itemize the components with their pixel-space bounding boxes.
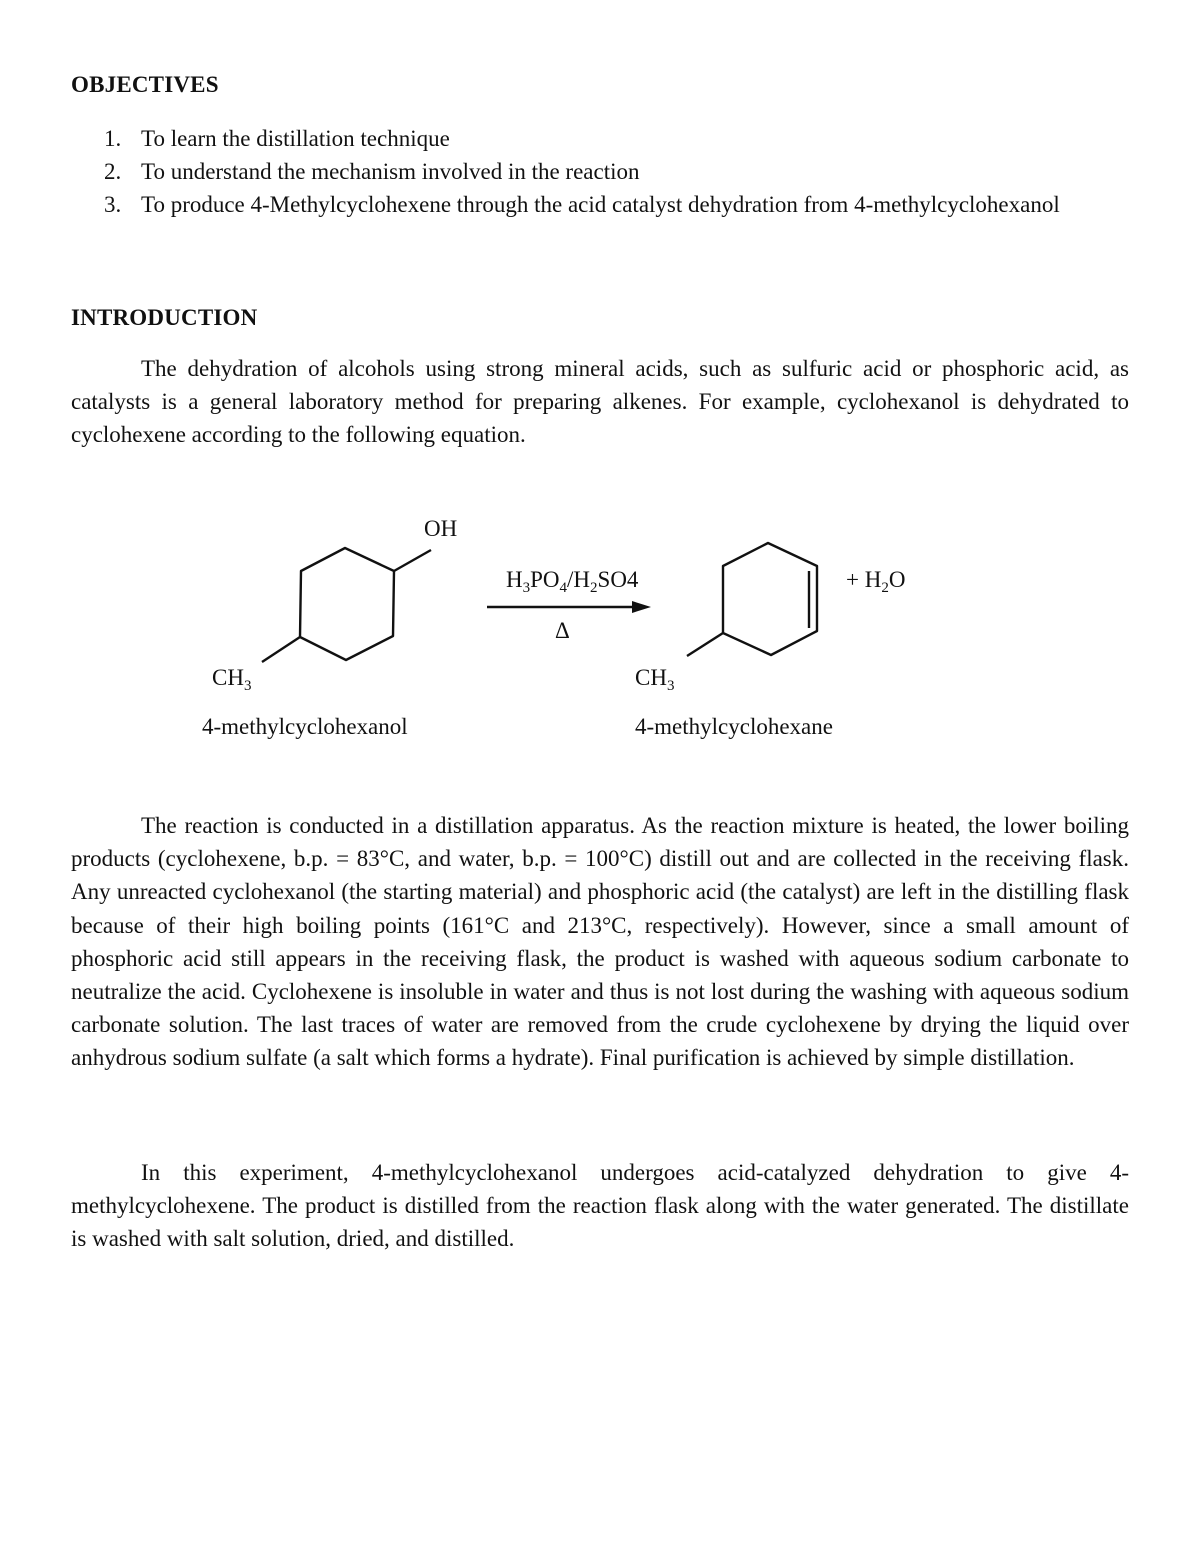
objectives-heading: OBJECTIVES <box>71 72 219 97</box>
introduction-heading: INTRODUCTION <box>71 305 258 330</box>
objective-number: 3. <box>104 192 122 217</box>
objective-item-2 <box>71 155 1131 188</box>
oh-label: OH <box>424 516 458 541</box>
reagent-label: $H_3PO_4/H_2SO4$ <box>506 567 639 596</box>
ch3-bond-reactant <box>262 637 300 662</box>
reactant-name: 4-methylcyclohexanol <box>202 714 408 739</box>
objectives-list <box>71 122 1131 221</box>
reaction-drawing <box>0 500 1200 760</box>
objective-text: To learn the distillation technique <box>141 126 450 151</box>
reactant-ch3-label: $CH_3$ <box>212 665 252 694</box>
product-ch3-label: $CH_3$ <box>635 665 675 694</box>
objective-text: To understand the mechanism involved in the reaction <box>141 159 640 184</box>
arrowhead <box>632 601 651 613</box>
cyclohexene-ring <box>723 543 817 655</box>
objective-item-3 <box>71 188 1131 221</box>
ch3-bond-product <box>687 633 723 656</box>
reaction-scheme <box>0 500 1200 760</box>
cyclohexanol-ring <box>300 548 394 660</box>
heat-symbol: Δ <box>555 618 570 643</box>
water-product: + $H_2O$ <box>846 567 906 596</box>
intro-paragraph-2: The reaction is conducted in a distillation apparatus. As the reaction mixture is heated, the lower boiling products (cyclohexene, b.p. = 83°C, and water, b.p. = 100°C) distill out and are collected in the receiving flask. Any unreacted cyclohexanol (the starting material) and phosphoric acid (the catalyst) are left in the distilling flask because of their high boiling points (161°C and 213°C, respectively). However, since a small amount of phosphoric acid still appears in the receiving flask, the product is washed with aqueous sodium carbonate to neutralize the acid. Cyclohexene is insoluble in water and thus is not lost during the washing with aqueous sodium carbonate solution. The last traces of water are removed from the crude cyclohexene by drying the liquid over anhydrous sodium sulfate (a salt which forms a hydrate). Final purification is achieved by simple distillation. <box>71 813 1129 1071</box>
oh-bond <box>394 550 431 571</box>
objective-number: 2. <box>104 159 122 184</box>
objective-text: To produce 4-Methylcyclohexene through the acid catalyst dehydration from 4-methylcyclohexanol <box>141 192 1060 217</box>
objective-item-1 <box>71 122 1131 155</box>
intro-paragraph-1: The dehydration of alcohols using strong mineral acids, such as sulfuric acid or phosphoric acid, as catalysts is a general laboratory method for preparing alkenes. For example, cyclohexanol is dehydrated to cyclohexene according to the following equation. <box>71 356 1129 448</box>
intro-paragraph-3: In this experiment, 4-methylcyclohexanol undergoes acid-catalyzed dehydration to give 4-methylcyclohexene. The product is distilled from the reaction flask along with the water generated. The distillate is washed with salt solution, dried, and distilled. <box>71 1160 1129 1252</box>
product-name: 4-methylcyclohexane <box>635 714 833 739</box>
objective-number: 1. <box>104 126 122 151</box>
